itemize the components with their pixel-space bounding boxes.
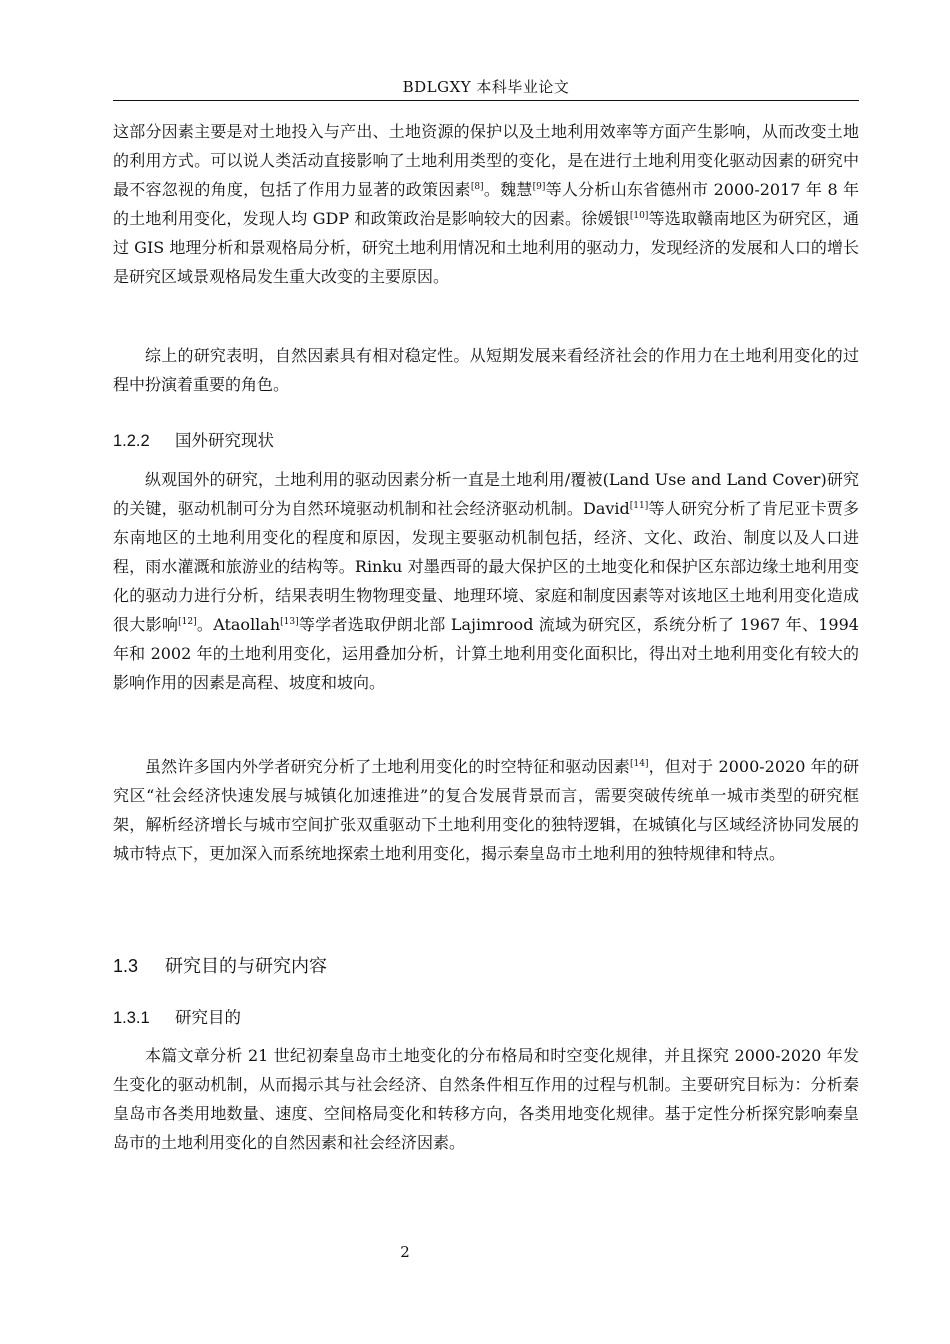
page-header: BDLGXY 本科毕业论文: [402, 78, 570, 96]
section-heading-1-2-2: 1.2.2 国外研究现状: [113, 431, 274, 450]
paragraph-5: 本篇文章分析 21 世纪初秦皇岛市土地变化的分布格局和时空变化规律，并且探究 2000-2020 年发生变化的驱动机制，从而揭示其与社会经济、自然条件相互作用的过程与机制。主要研究目标为：分析秦皇岛市各类用地数量、速度、空间格局变化和转移方向，各类用地变化规律。基于定性分析探究影响秦皇岛市的土地利用变化的自然因素和社会经济因素。: [113, 1046, 859, 1152]
citation: [11]: [629, 501, 649, 511]
citation: [8]: [470, 182, 484, 192]
citation: [13]: [280, 617, 299, 627]
paragraph-2: 综上的研究表明，自然因素具有相对稳定性。从短期发展来看经济社会的作用力在土地利用变化的过程中扮演着重要的角色。: [113, 346, 859, 394]
citation: [12]: [178, 617, 197, 627]
paragraph-1: 这部分因素主要是对土地投入与产出、土地资源的保护以及土地利用效率等方面产生影响，从而改变土地的利用方式。可以说人类活动直接影响了土地利用类型的变化，是在进行土地利用变化驱动因素的研究中最不容忽视的角度，包括了作用力显著的政策因素[8]。魏慧[9]等人分析山东省德州市 2000-2017 年 8 年的土地利用变化，发现人均 GDP 和政策政治是影响较大的因素。徐媛银[10]等选取赣南地区为研究区，通过 GIS 地理分析和景观格局分析，研究土地利用情况和土地利用的驱动力，发现经济的发展和人口的增长是研究区域景观格局发生重大改变的主要原因。: [113, 122, 859, 286]
page-number: 2: [400, 1243, 410, 1261]
section-heading-1-3: 1.3 研究目的与研究内容: [113, 956, 327, 977]
section-heading-1-3-1: 1.3.1 研究目的: [113, 1008, 241, 1027]
paragraph-4: 虽然许多国内外学者研究分析了土地利用变化的时空特征和驱动因素[14]，但对于 2000-2020 年的研究区“社会经济快速发展与城镇化加速推进”的复合发展背景而言，需要突破传统单一城市类型的研究框架，解析经济增长与城市空间扩张双重驱动下土地利用变化的独特逻辑，在城镇化与区域经济协同发展的城市特点下，更加深入而系统地探索土地利用变化，揭示秦皇岛市土地利用的独特规律和特点。: [113, 757, 859, 863]
citation: [10]: [629, 211, 649, 221]
citation: [9]: [532, 182, 546, 192]
header-rule: [113, 100, 859, 101]
paragraph-3: 纵观国外的研究，土地利用的驱动因素分析一直是土地利用/覆被(Land Use and Land Cover)研究的关键，驱动机制可分为自然环境驱动机制和社会经济驱动机制。David[11]等人研究分析了肯尼亚卡贾多东南地区的土地利用变化的程度和原因，发现主要驱动机制包括，经济、文化、政治、制度以及人口进程，雨水灌溉和旅游业的结构等。Rinku 对墨西哥的最大保护区的土地变化和保护区东部边缘土地利用变化的驱动力进行分析，结果表明生物物理变量、地理环境、家庭和制度因素等对该地区土地利用变化造成很大影响[12]。Ataollah[13]等学者选取伊朗北部 Lajimrood 流域为研究区，系统分析了 1967 年、1994 年和 2002 年的土地利用变化，运用叠加分析，计算土地利用变化面积比，得出对土地利用变化有较大的影响作用的因素是高程、坡度和坡向。: [113, 470, 859, 692]
citation: [14]: [629, 759, 649, 769]
